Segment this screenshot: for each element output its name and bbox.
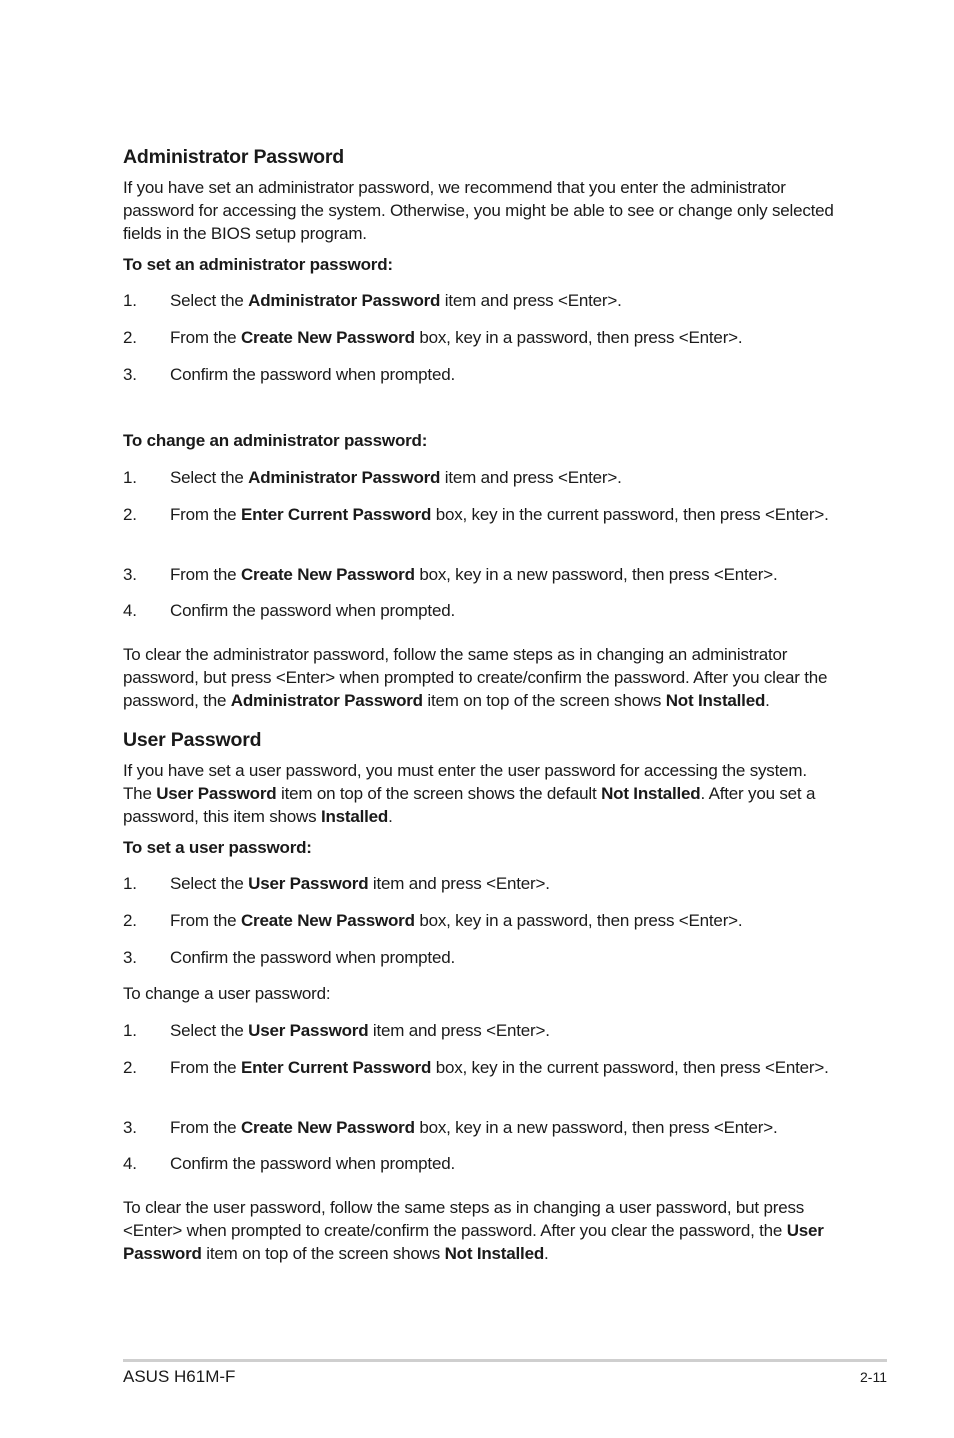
list-item-text: From the Create New Password box, key in a new password, then press <Enter>. xyxy=(170,1118,778,1137)
admin-intro-paragraph: If you have set an administrator password, we recommend that you enter the administrator password for accessing the system. Otherwise, you might be able to see or change only selected fields in the BIOS setup program. xyxy=(123,178,834,243)
user-change-subheading: To change a user password: xyxy=(123,984,331,1003)
list-item-number: 3. xyxy=(123,948,137,967)
list-item xyxy=(123,326,839,349)
list-item-text: From the Create New Password box, key in a password, then press <Enter>. xyxy=(170,911,743,930)
list-item-number: 3. xyxy=(123,365,137,384)
list-item-text: Confirm the password when prompted. xyxy=(170,1154,455,1173)
list-item-number: 1. xyxy=(123,1021,137,1040)
list-item xyxy=(123,1116,839,1139)
footer-divider xyxy=(123,1359,887,1362)
list-item-text: Confirm the password when prompted. xyxy=(170,948,455,967)
footer-page-number: 2-11 xyxy=(860,1369,887,1385)
list-item-number: 1. xyxy=(123,874,137,893)
user-set-subheading: To set a user password: xyxy=(123,838,312,857)
list-item xyxy=(123,503,839,526)
list-item-number: 1. xyxy=(123,468,137,487)
admin-set-subheading: To set an administrator password: xyxy=(123,255,393,274)
admin-password-heading: Administrator Password xyxy=(123,146,344,168)
list-item xyxy=(123,946,839,969)
list-item-text: Select the User Password item and press <Enter>. xyxy=(170,1021,550,1040)
list-item xyxy=(123,909,839,932)
list-item xyxy=(123,1152,839,1175)
list-item-number: 3. xyxy=(123,1118,137,1137)
list-item-text: Confirm the password when prompted. xyxy=(170,365,455,384)
list-item-number: 1. xyxy=(123,291,137,310)
list-item xyxy=(123,1056,839,1079)
list-item xyxy=(123,363,839,386)
list-item-text: Select the Administrator Password item and press <Enter>. xyxy=(170,291,622,310)
list-item xyxy=(123,563,839,586)
footer-product-name: ASUS H61M-F xyxy=(123,1367,236,1386)
list-item-number: 4. xyxy=(123,1154,137,1173)
admin-change-subheading: To change an administrator password: xyxy=(123,431,428,450)
list-item-text: From the Create New Password box, key in a new password, then press <Enter>. xyxy=(170,565,778,584)
list-item-number: 4. xyxy=(123,601,137,620)
list-item xyxy=(123,466,839,489)
list-item-text: Select the User Password item and press <Enter>. xyxy=(170,874,550,893)
list-item xyxy=(123,1019,839,1042)
list-item-number: 2. xyxy=(123,328,137,347)
user-password-heading: User Password xyxy=(123,729,262,751)
list-item-number: 2. xyxy=(123,1058,137,1077)
list-item-number: 3. xyxy=(123,565,137,584)
list-item-number: 2. xyxy=(123,911,137,930)
list-item xyxy=(123,599,839,622)
list-item-number: 2. xyxy=(123,505,137,524)
list-item-text: From the Enter Current Password box, key in the current password, then press <Enter>. xyxy=(170,505,829,524)
user-clear-paragraph: To clear the user password, follow the same steps as in changing a user password, but press <Enter> when prompted to create/confirm the password. After you clear the password, the User Password item on top of the screen shows Not Installed. xyxy=(123,1198,824,1263)
list-item-text: From the Create New Password box, key in a password, then press <Enter>. xyxy=(170,328,743,347)
admin-clear-paragraph: To clear the administrator password, follow the same steps as in changing an administrator password, but press <Enter> when prompted to create/confirm the password. After you clear the password, the Administrator Password item on top of the screen shows Not Installed. xyxy=(123,645,828,710)
list-item-text: Select the Administrator Password item and press <Enter>. xyxy=(170,468,622,487)
list-item xyxy=(123,289,839,312)
list-item xyxy=(123,872,839,895)
list-item-text: Confirm the password when prompted. xyxy=(170,601,455,620)
user-intro-paragraph: If you have set a user password, you must enter the user password for accessing the system. The User Password item on top of the screen shows the default Not Installed. After you set a password, this item shows Installed. xyxy=(123,761,816,826)
list-item-text: From the Enter Current Password box, key in the current password, then press <Enter>. xyxy=(170,1058,829,1077)
